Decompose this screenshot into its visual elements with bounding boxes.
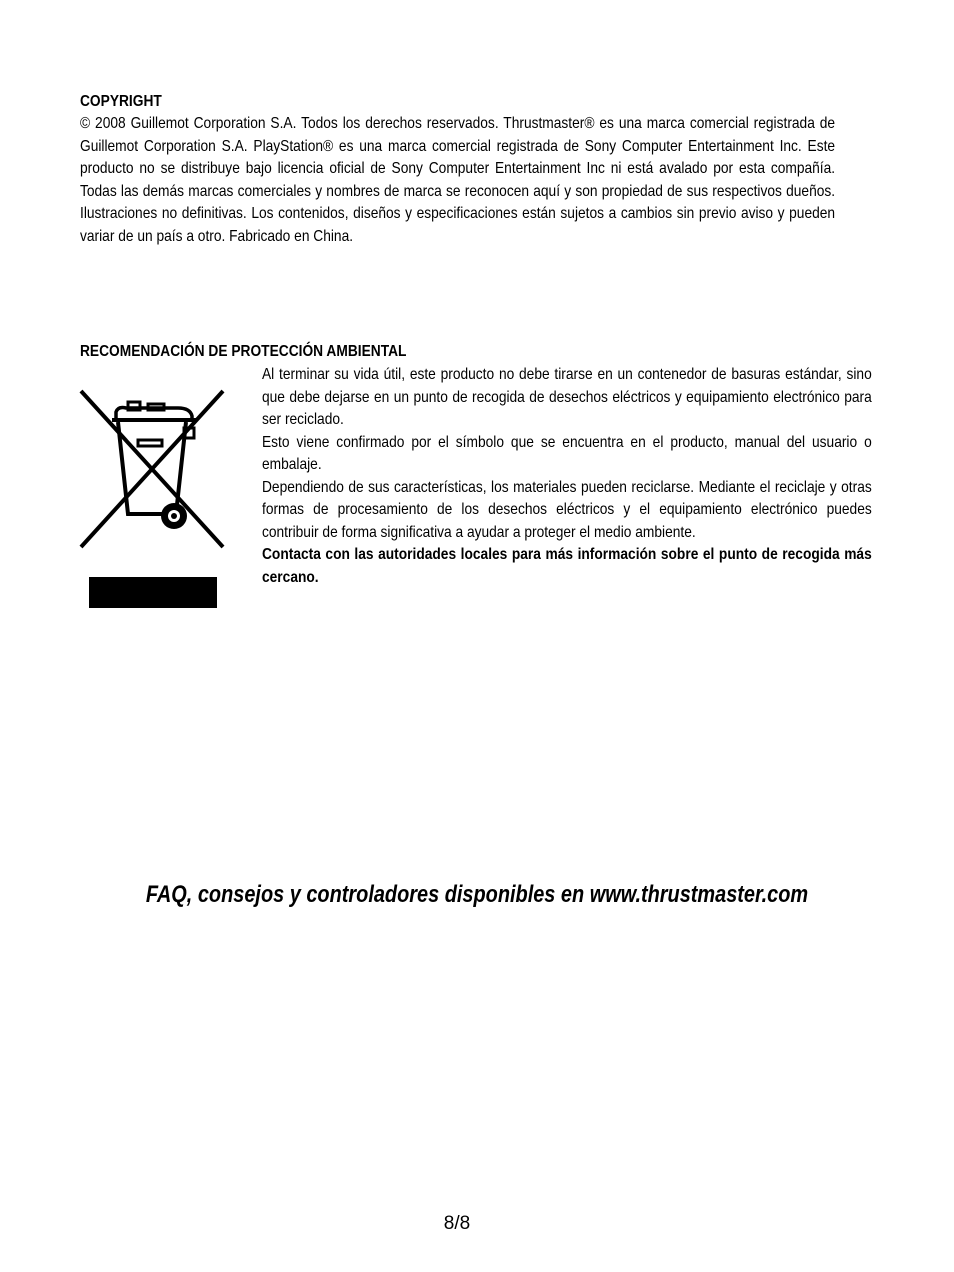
faq-line [0,880,954,910]
environment-contact: Contacta con las autoridades locales para más información sobre el punto de recogida más cercano. [262,546,872,586]
crossed-out-wheelie-bin-icon [78,386,226,552]
environment-heading: RECOMENDACIÓN DE PROTECCIÓN AMBIENTAL [80,343,407,360]
copyright-heading: COPYRIGHT [80,93,162,110]
environment-paragraph: Esto viene confirmado por el símbolo que se encuentra en el producto, manual del usuario o embalaje. [262,433,872,473]
solid-black-bar [89,577,217,608]
page-number: 8/8 [443,1213,471,1234]
environment-paragraph: Dependiendo de sus características, los materiales pueden reciclarse. Mediante el reciclaje y otras formas de procesamiento de los desechos eléctricos y el equipamiento electrónico puedes contribuir de forma significativa a ayudar a proteger el medio ambiente. [262,478,872,541]
environment-text [262,364,872,589]
faq-text: FAQ, consejos y controladores disponibles en www.thrustmaster.com [145,881,809,908]
environment-paragraph: Al terminar su vida útil, este producto no debe tirarse en un contenedor de basuras estándar, sino que debe dejarse en un punto de recogida de desechos eléctricos y equipamiento electrónico para ser reciclado. [262,366,872,428]
copyright-text: © 2008 Guillemot Corporation S.A. Todos los derechos reservados. Thrustmaster® es una marca comercial registrada de Guillemot Corporation S.A. PlayStation® es una marca comercial registrada de Sony Computer Entertainment Inc. Este producto no se distribuye bajo licencia oficial de Sony Computer Entertainment Inc ni está avalado por esta compañía. Todas las demás marcas comerciales y nombres de marca se reconocen aquí y son propiedad de sus respectivos dueños. Ilustraciones no definitivas. Los contenidos, diseños y especificaciones están sujetos a cambios sin previo aviso y pueden variar de un país a otro. Fabricado en China. [80,115,836,245]
